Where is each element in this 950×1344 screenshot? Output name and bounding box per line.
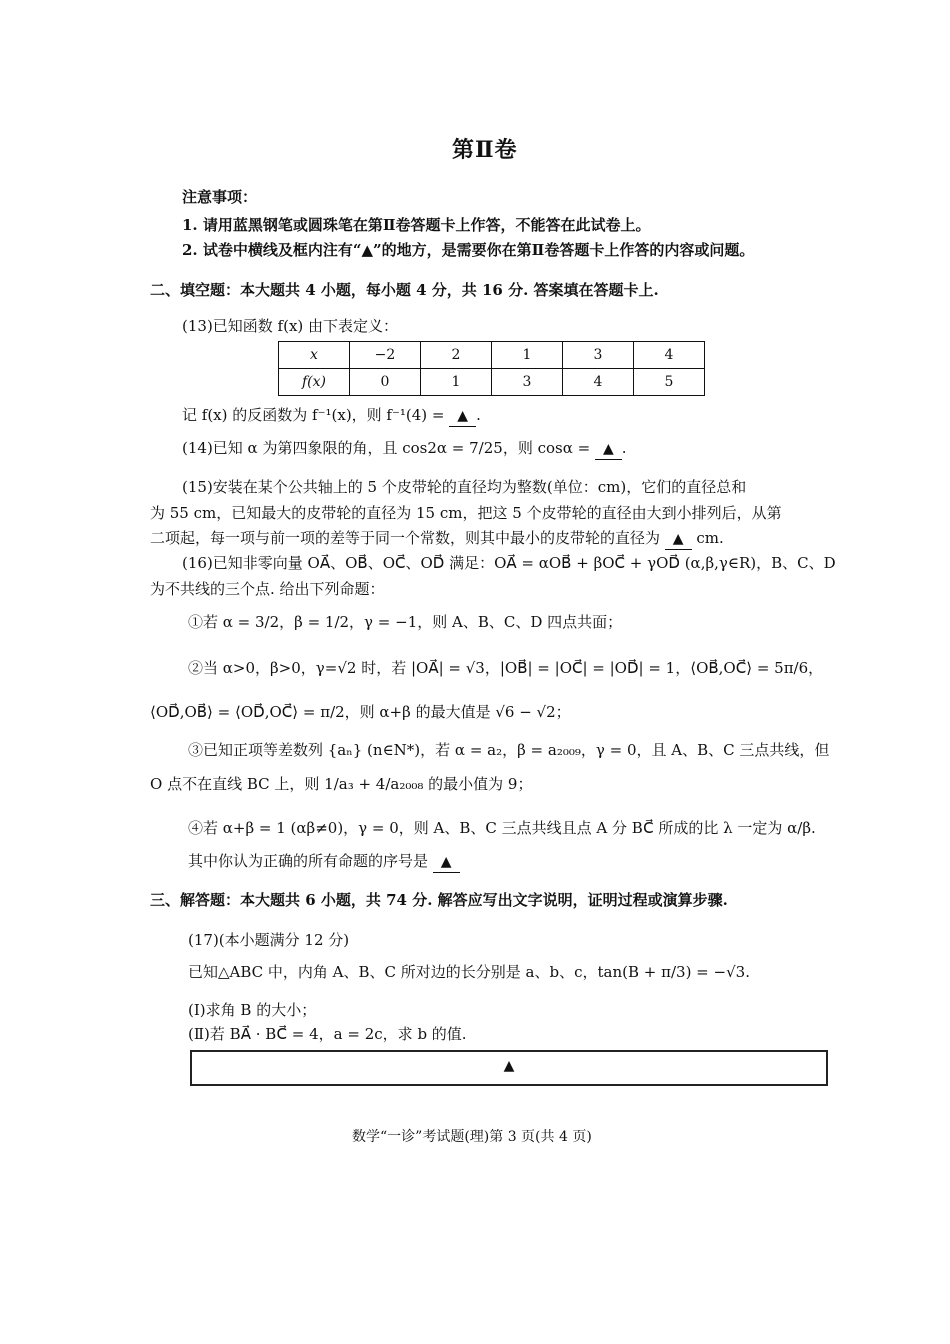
q14-question: (14)已知 α 为第四象限的角，且 cos2α = 7/25，则 cosα = ▲ . bbox=[182, 438, 627, 460]
page-footer: 数学“一诊”考试题(理)第 3 页(共 4 页) bbox=[352, 1129, 592, 1145]
answer-blank-q14[interactable]: ▲ bbox=[595, 439, 622, 460]
q13-intro: (13)已知函数 f(x) 由下表定义： bbox=[182, 317, 399, 335]
q15-line-2: 为 55 cm，已知最大的皮带轮的直径为 15 cm，把这 5 个皮带轮的直径由大到小排列后，从第 bbox=[150, 504, 782, 522]
q15-unit: cm. bbox=[696, 529, 724, 547]
page-title: 第Ⅱ卷 bbox=[452, 137, 518, 163]
table-row-x bbox=[279, 342, 705, 369]
proposition-2-line-2: ⟨OD⃗,OB⃗⟩ = ⟨OD⃗,OC⃗⟩ = π/2，则 α+β 的最大值是 √6 − √2； bbox=[150, 703, 571, 721]
notice-heading: 注意事项： bbox=[182, 188, 258, 206]
answer-marker: ▲ bbox=[503, 1058, 515, 1074]
table-cell: 3 bbox=[492, 369, 563, 396]
table-cell: 1 bbox=[421, 369, 492, 396]
q13-question: 记 f(x) 的反函数为 f⁻¹(x)，则 f⁻¹(4) = ▲ . bbox=[182, 405, 481, 427]
proposition-2-line-1: ②当 α>0，β>0，γ=√2 时，若 |OA⃗| = √3，|OB⃗| = |OC⃗| = |OD⃗| = 1，⟨OB⃗,OC⃗⟩ = 5π/6， bbox=[188, 659, 824, 677]
q16-conclusion bbox=[188, 851, 460, 873]
answer-blank-q16[interactable]: ▲ bbox=[433, 852, 460, 873]
table-header-fx: f(x) bbox=[279, 369, 350, 396]
notice-item-1: 1. 请用蓝黑钢笔或圆珠笔在第Ⅱ卷答题卡上作答，不能答在此试卷上。 bbox=[182, 216, 651, 234]
answer-blank-q15[interactable]: ▲ bbox=[665, 529, 692, 550]
proposition-4: ④若 α+β = 1 (αβ≠0)，γ = 0，则 A、B、C 三点共线且点 A 分 BC⃗ 所成的比 λ 一定为 α/β. bbox=[188, 819, 816, 837]
notice-item-2: 2. 试卷中横线及框内注有“▲”的地方，是需要你在第Ⅱ卷答题卡上作答的内容或问题。 bbox=[182, 241, 755, 259]
q17-part-2: (Ⅱ)若 BA⃗ · BC⃗ = 4，a = 2c，求 b 的值. bbox=[188, 1025, 467, 1043]
table-cell: 4 bbox=[563, 369, 634, 396]
q15-line-1: (15)安装在某个公共轴上的 5 个皮带轮的直径均为整数(单位：cm)，它们的直径总和 bbox=[182, 478, 747, 496]
q17-part-1: (Ⅰ)求角 B 的大小； bbox=[188, 1001, 317, 1019]
q13-text: 记 f(x) 的反函数为 f⁻¹(x)，则 f⁻¹(4) = bbox=[182, 406, 445, 424]
table-cell: −2 bbox=[350, 342, 421, 369]
table-cell: 3 bbox=[563, 342, 634, 369]
answer-blank-q13[interactable]: ▲ bbox=[449, 406, 476, 427]
section2-heading: 二、填空题：本大题共 4 小题，每小题 4 分，共 16 分. 答案填在答题卡上. bbox=[150, 281, 659, 299]
function-table bbox=[278, 341, 705, 396]
q16-line-2: 为不共线的三个点. 给出下列命题： bbox=[150, 580, 385, 598]
proposition-3-line-1: ③已知正项等差数列 {aₙ} (n∈N*)，若 α = a₂，β = a₂₀₀₉，γ = 0，且 A、B、C 三点共线，但 bbox=[188, 741, 830, 759]
proposition-1: ①若 α = 3/2，β = 1/2，γ = −1，则 A、B、C、D 四点共面； bbox=[188, 613, 623, 631]
q17-title: (17)(本小题满分 12 分) bbox=[188, 931, 350, 949]
proposition-3-line-2: O 点不在直线 BC 上，则 1/a₃ + 4/a₂₀₀₈ 的最小值为 9； bbox=[150, 775, 533, 793]
q15-text: 二项起，每一项与前一项的差等于同一个常数，则其中最小的皮带轮的直径为 bbox=[150, 529, 661, 547]
q15-line-3 bbox=[150, 528, 724, 550]
table-cell: 4 bbox=[634, 342, 705, 369]
q17-answer-box[interactable] bbox=[190, 1050, 828, 1086]
table-cell: 0 bbox=[350, 369, 421, 396]
q14-text: (14)已知 α 为第四象限的角，且 cos2α = 7/25，则 cosα = bbox=[182, 439, 591, 457]
table-cell: 2 bbox=[421, 342, 492, 369]
q17-text: 已知△ABC 中，内角 A、B、C 所对边的长分别是 a、b、c，tan(B + π/3) = −√3. bbox=[188, 963, 750, 981]
table-cell: 5 bbox=[634, 369, 705, 396]
q16-conclusion-text: 其中你认为正确的所有命题的序号是 bbox=[188, 852, 429, 870]
table-row-fx bbox=[279, 369, 705, 396]
table-header-x: x bbox=[279, 342, 350, 369]
table-cell: 1 bbox=[492, 342, 563, 369]
section3-heading: 三、解答题：本大题共 6 小题，共 74 分. 解答应写出文字说明，证明过程或演算步骤. bbox=[150, 891, 728, 909]
q16-line-1: (16)已知非零向量 OA⃗、OB⃗、OC⃗、OD⃗ 满足：OA⃗ = αOB⃗ + βOC⃗ + γOD⃗ (α,β,γ∈R)，B、C、D bbox=[182, 554, 836, 572]
